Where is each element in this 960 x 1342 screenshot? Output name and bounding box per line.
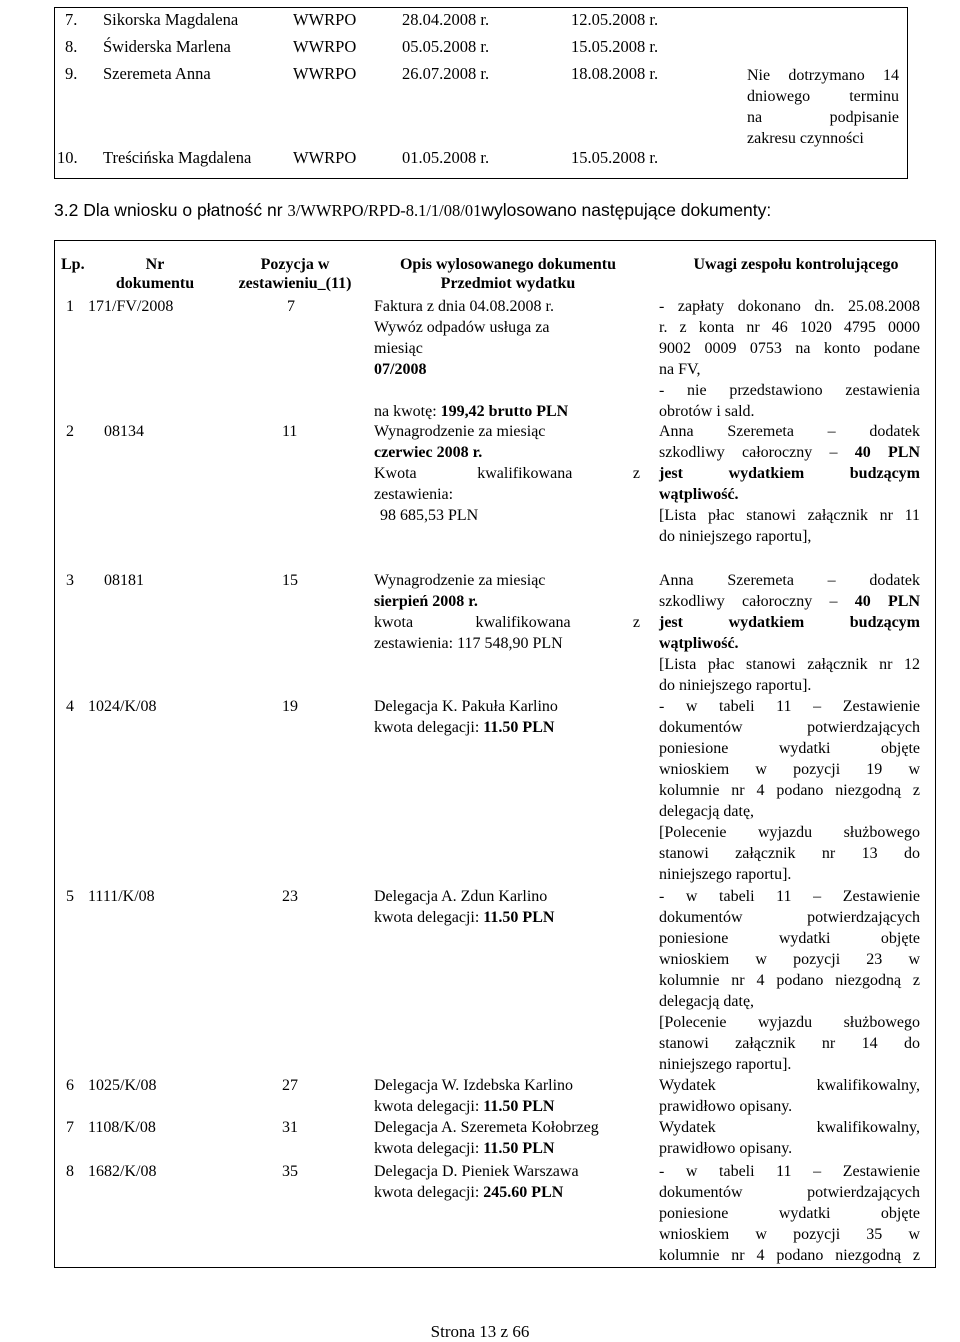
section-heading: 3.2 Dla wniosku o płatność nr 3/WWRPO/RPD-8.1/1/08/01wylosowano następujące dokumenty:: [54, 200, 772, 220]
previous-table: [54, 7, 908, 179]
row-doc-number: 08134: [104, 423, 144, 440]
header-document-number: Nr dokumentu: [115, 256, 195, 292]
end-date: 15.05.2008 r.: [571, 148, 659, 167]
row-position: 31: [282, 1119, 298, 1136]
row-description: Delegacja D. Pieniek Warszawa kwota delegacji: 245.60 PLN: [374, 1163, 579, 1201]
row-number: 10.: [57, 148, 78, 167]
person-name: Sikorska Magdalena: [103, 10, 239, 29]
organization: WWRPO: [293, 37, 357, 56]
row-lp: 2: [66, 423, 74, 440]
start-date: 26.07.2008 r.: [402, 64, 490, 83]
person-name: Świderska Marlena: [103, 37, 231, 56]
row-lp: 3: [66, 572, 74, 589]
end-date: 18.08.2008 r.: [571, 64, 659, 83]
row-doc-number: 171/FV/2008: [88, 298, 174, 315]
person-name: Szeremeta Anna: [103, 64, 211, 83]
row-description: Faktura z dnia 04.08.2008 r. Wywóz odpadów usługa za miesiąc 07/2008 na kwotę: 199,42 brutto PLN: [374, 298, 569, 420]
row-lp: 8: [66, 1163, 74, 1180]
row-remarks: Wydatek kwalifikowalny, prawidłowo opisany.: [659, 1119, 920, 1157]
organization: WWRPO: [293, 64, 357, 83]
row-position: 23: [282, 888, 298, 905]
row-number: 8.: [65, 37, 78, 56]
row-remarks: - w tabeli 11 – Zestawienie dokumentów potwierdzających poniesione wydatki objęte wnioskiem w pozycji 19 w kolumnie nr 4 podano niezgodną z delegacją datę, [Polecenie wyjazdu służbowego stanowi załącznik nr 13 do niniejszego raportu].: [659, 698, 920, 883]
row-description: Delegacja A. Szeremeta Kołobrzeg kwota delegacji: 11.50 PLN: [374, 1119, 599, 1157]
organization: WWRPO: [293, 148, 357, 167]
start-date: 05.05.2008 r.: [402, 37, 490, 56]
row-doc-number: 1025/K/08: [88, 1077, 157, 1094]
start-date: 01.05.2008 r.: [402, 148, 490, 167]
row-position: 35: [282, 1163, 298, 1180]
row-number: 7.: [65, 10, 78, 29]
organization: WWRPO: [293, 10, 357, 29]
row-position: 27: [282, 1077, 298, 1094]
row-lp: 7: [66, 1119, 74, 1136]
row-doc-number: 08181: [104, 572, 144, 589]
row-remarks: Wydatek kwalifikowalny, prawidłowo opisany.: [659, 1077, 920, 1115]
row-doc-number: 1108/K/08: [88, 1119, 156, 1136]
row-remarks: Anna Szeremeta – dodatek szkodliwy całoroczny – 40 PLN jest wydatkiem budzącym wątpliwość. [Lista płac stanowi załącznik nr 12 do niniejszego raportu].: [659, 572, 921, 694]
row-lp: 1: [66, 298, 74, 315]
header-description: Opis wylosowanego dokumentu Przedmiot wydatku: [399, 256, 617, 292]
end-date: 15.05.2008 r.: [571, 37, 659, 56]
row-position: 15: [282, 572, 298, 589]
start-date: 28.04.2008 r.: [402, 10, 490, 29]
row-remarks: Anna Szeremeta – dodatek szkodliwy całoroczny – 40 PLN jest wydatkiem budzącym wątpliwość. [Lista płac stanowi załącznik nr 11 do niniejszego raportu],: [659, 423, 921, 545]
header-remarks: Uwagi zespołu kontrolującego: [693, 256, 899, 273]
row-doc-number: 1682/K/08: [88, 1163, 157, 1180]
page-number: Strona 13 z 66: [430, 1322, 530, 1341]
row-description: Delegacja W. Izdebska Karlino kwota delegacji: 11.50 PLN: [374, 1077, 574, 1115]
row-doc-number: 1024/K/08: [88, 698, 157, 715]
row-position: 11: [282, 423, 298, 440]
deadline-note: Nie dotrzymano 14 dniowego terminu na podpisanie zakresu czynności: [747, 67, 899, 147]
person-name: Treścińska Magdalena: [103, 148, 252, 167]
row-lp: 4: [66, 698, 74, 715]
end-date: 12.05.2008 r.: [571, 10, 659, 29]
row-position: 7: [287, 298, 295, 315]
row-description: Wynagrodzenie za miesiąc sierpień 2008 r. kwota kwalifikowana z zestawienia: 117 548,90 PLN: [374, 572, 640, 652]
row-number: 9.: [65, 64, 78, 83]
row-lp: 5: [66, 888, 74, 905]
row-description: Delegacja A. Zdun Karlino kwota delegacji: 11.50 PLN: [374, 888, 555, 926]
row-doc-number: 1111/K/08: [88, 888, 155, 905]
row-remarks: - w tabeli 11 – Zestawienie dokumentów potwierdzających poniesione wydatki objęte wnioskiem w pozycji 23 w kolumnie nr 4 podano niezgodną z delegacją datę, [Polecenie wyjazdu służbowego stanowi załącznik nr 14 do niniejszego raportu].: [659, 888, 920, 1073]
header-lp: Lp.: [61, 256, 85, 273]
row-description: Wynagrodzenie za miesiąc czerwiec 2008 r. Kwota kwalifikowana z zestawienia: 98 685,53 PLN: [374, 423, 640, 524]
row-position: 19: [282, 698, 298, 715]
header-position: Pozycja w zestawieniu_(11): [238, 256, 352, 292]
row-remarks: - w tabeli 11 – Zestawienie dokumentów potwierdzających poniesione wydatki objęte wnioskiem w pozycji 35 w kolumnie nr 4 podano niezgodną z: [659, 1163, 920, 1264]
row-remarks: - zapłaty dokonano dn. 25.08.2008 r. z konta nr 46 1020 4795 0000 9002 0009 0753 na konto podane na FV, - nie przedstawiono zestawienia obrotów i sald.: [659, 298, 920, 420]
row-lp: 6: [66, 1077, 74, 1094]
row-description: Delegacja K. Pakuła Karlino kwota delegacji: 11.50 PLN: [374, 698, 558, 736]
